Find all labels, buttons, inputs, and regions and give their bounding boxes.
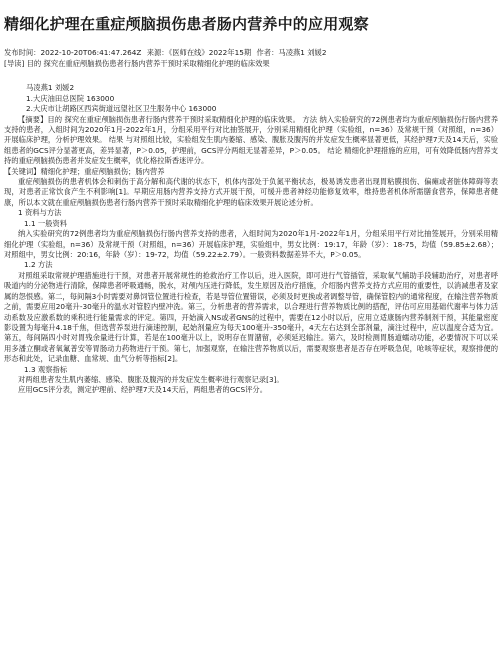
publish-time: 发布时间：2022-10-20T06:41:47.264Z — [4, 48, 142, 57]
keywords: 【关键词】精细化护理；重症颅脑损伤；肠内营养 — [4, 166, 165, 176]
source: 来源：《医师在线》2022年15期 — [146, 48, 252, 57]
subsection-heading: 1.1 一般资料 — [24, 218, 68, 228]
method-paragraph: 对照组采取常规护理措施进行干预，对患者开展常规性的抢救治疗工作以后，进入医院，即可进行气管插管，采取氧气辅助手段辅助治疗，对患者呼吸道内的分泌物进行清除，保障患者呼吸通畅，脱水，对颅内压进行降低，发生原因及治疗措施，介绍肠内营养支持方式应用的重要性，以消减患者及家属的怨恨感。第二，每间隔3小时需要对鼻饲管位置进行检查，若是导管位置错误，必须及时更换或者调整导管，确保管腔内的通常程度，在输注营养物质之前，需要应用20毫升-30毫升的温水对管腔内壁冲洗。第三，分析患者的营养需求，以合理进行营养物质比例的搭配，评估可应用基础代谢率与体力活动系数及应激系数的乘积进行能量需求的评定。第四，开始滴入NS或者GNS的过程中，需要在12小时以后，应用立适康肠内营养制剂干预，其能量密度影设置为每毫升4.18千焦，但选营养泵进行滴速控制，起始剂量应为每天100毫升-350毫升，4天左右达到全部剂量，滴注过程中，应以温度合适为宜。第五，每间隔四小时对胃残余量进行计算，若是在100毫升以上，说明存在胃潴留，必须延迟输注。第六，及时检测胃肠道蠕动功能，必要情况下可以采用多潘立酮或者氧氟普安等胃肠动力药物进行干预。第七，加强观察，在输注营养物质以后，需要观察患者是否存在呼吸急促，呛咳等症状，观察排便的形态和此处，记录血糖、血常规、血气分析等指标[2]。 — [4, 270, 498, 364]
authors: 马凌燕1 刘媛2 — [278, 48, 327, 57]
observation-paragraph: 应用GCS评分表，测定护理前、经护理7天及14天后，两组患者的GCS评分。 — [18, 385, 268, 395]
subsection-heading: 1.2 方法 — [24, 260, 53, 270]
subsection-heading: 1.3 观察指标 — [24, 364, 68, 374]
authors-label: 作者： — [256, 48, 279, 57]
section-heading: 1 资料与方法 — [18, 208, 62, 218]
article-title: 精细化护理在重症颅脑损伤患者肠内营养中的应用观察 — [4, 15, 369, 33]
affiliation-2: 2.大庆市让胡路区西宾街道远望社区卫生服务中心 163000 — [26, 104, 217, 113]
general-data-paragraph: 纳入实验研究的72例患者均为重症颅脑损伤行肠内营养支持的患者，入组时间为2020年1月-2022年1月，分组采用平行对比抽签展开，分别采用精细化护理（实验组，n=36）及常规干预（对照组，n=36）开展临床护理，实验组中，男女比例：19:17，年龄（岁）：18-75，均值（59.85±2.68）；对照组中，男女比例：20:16，年龄（岁）：19-72，均值（59.22±2.79）。一般资料数据差异不大，P＞0.05。 — [4, 229, 498, 259]
author-line: 马凌燕1 刘媛2 — [26, 83, 75, 92]
lead-summary: [导读] 目的 探究在重症颅脑损伤患者行肠内营养干预时采取精细化护理的临床效果 — [4, 58, 270, 68]
affiliation-1: 1.大庆油田总医院 163000 — [26, 93, 115, 103]
abstract: 【摘要】目的 探究在重症颅脑损伤患者行肠内营养干预时采取精细化护理的临床效果。 方法 纳入实验研究的72例患者均为重症颅脑损伤行肠内营养支持的患者，入组时间为2020年1月-2022年1月，分组采用平行对比抽签展开，分别采用精细化护理（实验组，n=36）及常规干预（对照组，n=36）开展临床护理，分析护理效果。 结果 与对照组比较，实验组发生肌内萎缩、感染、腹胀及腹泻的并发症发生概率显著更低，其经护理7天及14天后，实验组患者的GCS评分显著更高，差异显著，P＞0.05，护理前，GCS评分两组无显著差异，P＞0.05。 结论 精细化护理措施的应用，可有效降低肠内营养支持的重症颅脑损伤患者并发症发生概率，优化格拉斯香迷评分。 — [4, 114, 498, 166]
introduction-paragraph: 重症颅脑损伤的患者机体会和刺伤于高分解和高代谢的状态下，机体内部处于负氮平衡状态，极易诱发患者出现胃粘膜损伤、偏瘫或者脏体障碍等表现，对患者正常饮食产生不利影响[1]。早期应用肠内营养支持方式开展干预，可缓升患者神经功能修复效率，维持患者机体所需膳食营养，保障患者健康，所以本文就在重症颅脑损伤患者行肠内营养干预时采取精细化护理的临床效果开展论述分析。 — [4, 176, 498, 207]
article-meta — [4, 48, 498, 59]
observation-paragraph: 对两组患者发生肌内萎缩、感染、腹胀及腹泻的并发症发生概率进行观察记录[3]。 — [18, 375, 284, 385]
